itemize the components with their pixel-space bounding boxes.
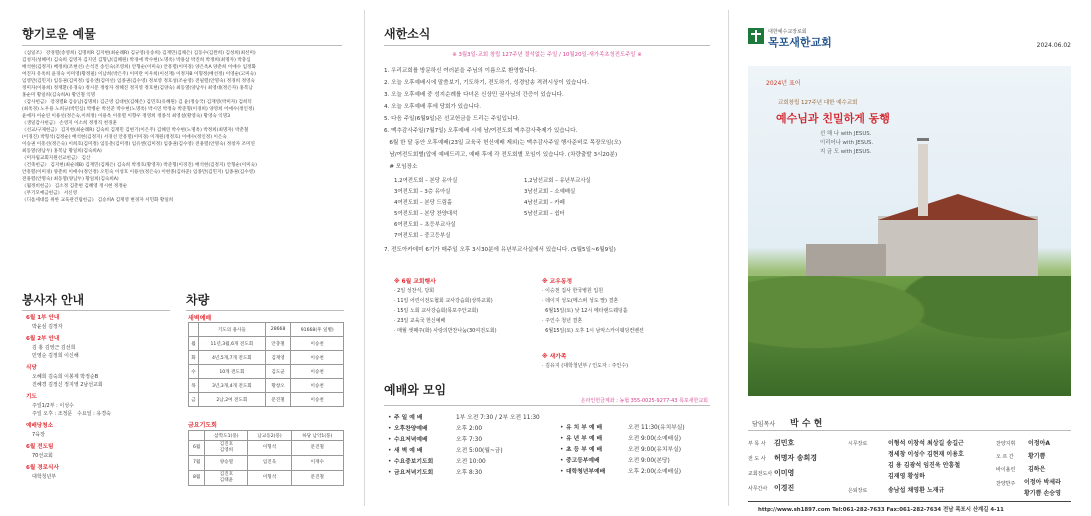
- dawn-row: [189, 379, 344, 393]
- church-photo: [748, 66, 1071, 396]
- fri-cell: 양승열: [205, 456, 248, 471]
- fri-title: 금요기도회: [188, 422, 217, 429]
- poster: [748, 70, 1071, 180]
- worship-row: [560, 467, 725, 478]
- bullet-icon: •: [560, 436, 564, 442]
- news-item: 4. 오늘 오후예배 후에 당회가 있습니다.: [384, 104, 482, 110]
- staff-row: [748, 453, 843, 468]
- fri-cell: 김진호 김태윤: [205, 471, 248, 486]
- church-news-item: · 2일 성찬식, 당회: [394, 288, 435, 294]
- volunteer-text: 7육장: [32, 432, 45, 438]
- worship-row: [560, 456, 725, 467]
- condolence-item: · 주인수 청년 결혼: [542, 318, 583, 324]
- trees: [748, 276, 1071, 396]
- worship-name: 주 일 예 배: [394, 415, 423, 421]
- news-item: 3. 오늘 오후예배 중 성지순례를 다녀온 신상민 권사님의 간증이 있습니다.: [384, 92, 564, 98]
- poster-lead: 교회창립 127주년 대한 예수교회: [778, 100, 858, 106]
- dawn-row: [189, 365, 344, 379]
- volunteer-item: [26, 464, 176, 481]
- praise-line: 배석현(김정지) 배정희(조현선) 손석진 송인숙(조영희) 안형순(이미숙) 안흥렬(이미경) 양은옥A 양춘희 이애수 임정화: [22, 65, 256, 70]
- staff-row: [748, 438, 843, 453]
- poster-line: 지 금 도 with JESUS.: [820, 149, 872, 155]
- poster-year: 2024년 표어: [766, 80, 801, 87]
- news-item: # 모임장소: [384, 164, 418, 170]
- dawn-cell: 김재영: [265, 351, 291, 365]
- bullet-icon: •: [560, 469, 564, 475]
- staff-role: 부 목 사: [748, 441, 766, 447]
- fri-cell: 7월: [189, 456, 205, 471]
- place-item: 5남선교회 – 쉼터: [524, 211, 565, 217]
- dawn-cell: 이승천: [291, 379, 344, 393]
- dawn-table: [188, 322, 344, 407]
- dawn-cell: 4년,5개,7개 전도회: [199, 351, 266, 365]
- fri-row: [189, 471, 344, 486]
- vehicle-title: 차량: [186, 293, 210, 307]
- place-item: 4남선교회 – 카페: [524, 200, 565, 206]
- dawn-cell: 목: [189, 379, 199, 393]
- volunteer-text: 70선교회: [32, 453, 53, 459]
- fri-cell: 임진욱: [248, 456, 291, 471]
- worship-time: 오전 10:00: [456, 459, 486, 465]
- bullet-icon: •: [388, 459, 392, 465]
- volunteer-label: 예배당청소: [26, 423, 54, 429]
- praise-line: 《건축헌금》 김지현(최순례B) 김재민(김채은) 김숙희 박정호(황영자) 박준형(이경진) 배석현(김정지) 안형순(이미숙): [22, 163, 257, 168]
- dawn-cell: 황창오: [265, 379, 291, 393]
- newfamily-text: · 김유지 (대학청년부 / 인도자 : 주인수): [542, 363, 629, 369]
- fri-cell: 김진호 김영희: [205, 441, 248, 456]
- praise-line: 전용렬(안명숙) 최동열(양남두) 황일희(김숙희A): [22, 177, 119, 182]
- worship-time: 오후 2:00(소예배실): [628, 469, 681, 475]
- praise-line: 《무기모예금헌금》 서신영: [22, 191, 78, 196]
- bullet-icon: •: [388, 426, 392, 432]
- praise-line: 홍순미 황일희(김숙희A) 황인철 익명: [22, 93, 96, 98]
- volunteer-text: 박윤심 김정자: [32, 324, 63, 330]
- dawn-header-cell: [189, 323, 199, 337]
- footer-contact: http://www.sh1897.com Tel:061-282-7633 Fax:061-282-7634 전남 목포시 산계길 4-11: [758, 507, 1004, 513]
- praise-line: 김성지(성혜미) 김숙희 김영자 김지연 김형남(김혜원) 박경애 박수현(노명옥) 박용삼 박진희 박정희(최명자) 박충심: [22, 58, 251, 63]
- dawn-header-row: [189, 323, 344, 337]
- organ-label: 오 르 간: [996, 454, 1014, 460]
- bullet-icon: •: [388, 415, 392, 421]
- divider: [748, 430, 1071, 431]
- bulletin-date: 2024.06.02: [1036, 42, 1071, 49]
- news-item: 6. 맥추감사주일(7월7일) 오후예배 시에 남/여전도회 맥추감사축제가 있습니다.: [384, 128, 578, 134]
- worship-row: [388, 457, 558, 468]
- dawn-row: [189, 337, 344, 351]
- praise-line: (최옥경) 노우용 노희규(박민심) 박병순 박선준 박수현(노명옥) 박시연 박정숙 박준형(이경희) 양영희 어애수(정인정): [22, 107, 255, 112]
- praise-line: 《선교/구제헌금》 김지현(최순례R) 김숙희 김재민 김현기(이은주) 김혜연 박수현(노명옥) 박정희(최명자) 박춘철: [22, 128, 249, 133]
- bullet-icon: •: [388, 437, 392, 443]
- organ-name: 황기쁨: [1028, 453, 1046, 460]
- praise-line: (이경진) 박형석(김정순) 배석현(김정지) 서경선 안흥렬(이미경) 이개원(정정호) 이애수(정인정) 이은숙: [22, 135, 227, 140]
- fri-table: [188, 430, 344, 486]
- dawn-cell: 이승천: [291, 365, 344, 379]
- fri-cell: 이형석: [248, 471, 291, 486]
- staff-role: 사무간사: [748, 486, 768, 492]
- worship-name: 유 년 부 예 배: [566, 436, 603, 442]
- fri-cell: 이재수: [291, 456, 343, 471]
- praise-line: 여진자 유옥희 윤경숙 이미영(황정필) 이남희(박은주) 이미란 이우희(이선재) 이정자B 이형정(배선정) 이영순(고미숙): [22, 72, 256, 77]
- volunteer-item: [26, 422, 176, 439]
- staff-name: 김민호: [774, 439, 795, 447]
- place-item: 4여전도회 – 본당 드림홀: [394, 200, 453, 206]
- condolence-item: · 데이지 성도(메스퍼 성도 딸) 결혼: [542, 298, 619, 304]
- dawn-cell: 김도균: [265, 365, 291, 379]
- staff-name: 허명자 송희경: [774, 454, 818, 462]
- news-item: 남/여전도회별(압에 예배드리고, 예배 후에 각 전도회별 모임이 있습니다. (차량출발 3시20분): [384, 152, 618, 158]
- cross-icon: [917, 138, 929, 141]
- band-label: 찬양반주: [996, 481, 1016, 487]
- place-item: 7여전도회 – 중고등부실: [394, 233, 451, 239]
- volunteer-item: [26, 393, 176, 418]
- condolence-title: ※ 교우동정: [542, 279, 573, 285]
- middle-column: [364, 0, 728, 516]
- news-item-7: 7. 전도아카데미 6기가 매주일 오후 3시30분에 유년부교사실에서 있습니다. (5월5일~6월9일): [384, 247, 616, 253]
- worship-row: [560, 445, 725, 456]
- fri-header-cell: 남교동2(풍): [248, 431, 291, 441]
- volunteer-label: 식당: [26, 365, 37, 371]
- fri-cell: 8월: [189, 471, 205, 486]
- worship-name: 새 벽 예 배: [394, 448, 423, 454]
- volunteer-label: 6월 전도팀: [26, 444, 54, 450]
- left-column: [0, 0, 364, 516]
- dawn-cell: 월: [189, 337, 199, 351]
- dawn-cell: 문진철: [265, 393, 291, 407]
- praise-line: 《미자립교회지원선교헌금》 김산: [22, 156, 91, 161]
- praise-line: 《디옴세대를 위한 교육관건립헌금》 김승희A 김재영 변경자 서민화 황일희: [22, 198, 174, 203]
- praise-line: 임영만(김민지) 임동권(김미정) 임유엔(김미선) 임종권(김수영) 정보영 정호성(조순영) 전필렬(안명숙) 정경희 정영숙: [22, 79, 255, 84]
- praise-line: 《월정비헌금》 김소정 김춘현 김혜영 정시현 정정순: [22, 184, 128, 189]
- church-tower: [918, 144, 928, 216]
- bullet-icon: •: [560, 458, 564, 464]
- volunteer-item: [26, 314, 176, 331]
- news-item: 2. 오늘 오후예배시에 말씀보기, 기도하기, 전도하기, 성경암송 격려시상이 있습니다.: [384, 80, 589, 86]
- staff-row: [748, 468, 843, 483]
- worship-name: 대학청년부예배: [566, 469, 606, 475]
- places-right: [524, 176, 674, 220]
- dawn-row: [189, 351, 344, 365]
- dawn-cell: 이승천: [291, 393, 344, 407]
- news-items: [384, 65, 714, 173]
- worship-time: 오후 7:30: [456, 437, 483, 443]
- place-item: 5여전도회 – 본당 찬양대석: [394, 211, 458, 217]
- volunteer-item: [26, 364, 176, 389]
- worship-row: [560, 423, 725, 434]
- news-title: 새한소식: [384, 27, 431, 41]
- divider: [384, 45, 710, 46]
- pastor-name: 박 수 현: [790, 419, 823, 429]
- elders-names: 이형석 이창석 최상길 송길근 정세창 이성수 김현재 이용호 김 용 김광석 임진욱 안흥철 김재영 황성하: [888, 440, 964, 480]
- dawn-cell: 수: [189, 365, 199, 379]
- praise-line: 《감사헌금》 강경렬B 김승남(김명희) 김근영 김대헌(김혜은) 김민호(유혜원) 김 윤(정승국) 김재영(박미자) 김희덕: [22, 100, 252, 105]
- praise-line: 《생일감사헌금》 손영지 이소희 정정직 천경훈: [22, 121, 117, 126]
- worship-row: [560, 434, 725, 445]
- bullet-icon: •: [388, 470, 392, 476]
- elders-label: 시무장로: [848, 441, 868, 447]
- staff-list: [748, 438, 843, 498]
- place-item: 3여전도회 – 3층 유아실: [394, 189, 451, 195]
- violin-name: 김하은: [1028, 466, 1046, 473]
- fri-row: [189, 441, 344, 456]
- church-news-item: · 11일 어린이전도협회 교사강습회(상하교회): [394, 298, 493, 304]
- church-news-title: ※ 6월 교회행사: [394, 279, 436, 285]
- praise-line: 안흥렬(이미경) 양춘희 이애수(정인정) 오민숙 이성호 이용선(정은숙) 이현종(김하준) 임종만(김민지) 임종권(김수영): [22, 170, 255, 175]
- church-subtitle: 대한예수교장로회: [768, 29, 807, 35]
- praise-title: 향기로운 예물: [22, 27, 96, 41]
- praise-line: 이승권 이흥선(정은숙) 이희호(김미정) 임동춘(김미정) 임유엔(김미정) 임종권(김수영) 전용렬(안명숙) 정창자 조미연: [22, 142, 255, 147]
- church-news-list: [394, 286, 544, 336]
- poster-lines: [820, 130, 873, 157]
- condolence-item: 6월15일(토) 오후 1시 남악스카이웨딩컨벤션: [542, 328, 644, 334]
- band-names: 이정아 박세라 황기쁨 손승영: [1024, 479, 1061, 497]
- worship-name: 초 등 부 예 배: [566, 447, 603, 453]
- place-item: 1,2남선교회 – 유년부교사실: [524, 178, 591, 184]
- worship-right: [560, 423, 725, 478]
- dawn-title: 새벽예배: [188, 315, 212, 322]
- volunteer-list: [26, 314, 176, 485]
- fri-header-cell: 삼학도1(풍): [205, 431, 248, 441]
- dawn-header-cell: 28668: [265, 323, 291, 337]
- worship-time: 오후 8:30: [456, 470, 483, 476]
- worship-name: 중고등부예배: [566, 458, 600, 464]
- staff-role: 교회전도사: [748, 471, 773, 477]
- places-left: [394, 176, 544, 242]
- dawn-cell: 3년,3개,4개 전도회: [199, 379, 266, 393]
- staff-name: 이경진: [774, 484, 795, 492]
- staff-role: 전 도 사: [748, 456, 766, 462]
- volunteer-title: 봉사자 안내: [22, 293, 85, 307]
- dawn-cell: 이승천: [291, 351, 344, 365]
- worship-time: 오전 5:00(월~금): [456, 448, 503, 454]
- conductor-label: 찬양지휘: [996, 441, 1016, 447]
- fri-cell: 문진철: [291, 471, 343, 486]
- praise-line: 윤애자 이순연 이용선(정은숙,이희정) 이용옥 이흥렬 이향우 정영희 정종석 최영설(황영숙) 황영숙 익명3: [22, 114, 231, 119]
- retired-names: 송남섭 채영환 노재규: [888, 487, 945, 494]
- volunteer-label: 6월 1부 안내: [26, 315, 60, 321]
- praise-line: 정미자(이용희) 정재환(유경숙) 정시문 정창자 정혜진 정지영 정호현(김양숙) 최동열(양남두) 최영대(정은자) 홍복남: [22, 86, 253, 91]
- worship-name: 수요저녁예배: [394, 437, 428, 443]
- volunteer-label: 6월 경로식사: [26, 465, 59, 471]
- dawn-cell: 안충철: [265, 337, 291, 351]
- worship-time: 1부 오전 7:30 / 2부 오전 11:30: [456, 415, 540, 421]
- news-item: 1. 우리교회를 방문하신 여러분을 주님의 이름으로 환영합니다.: [384, 68, 537, 74]
- church-news-item: · 매월 셋째주(화) 사랑의반찬나눔(30여전도회): [394, 328, 497, 334]
- volunteer-text: 오혜희 김숙희 이봉제 박정순B 진혜경 김정신 정지영 2남선교회: [32, 374, 103, 388]
- conductor-name: 이정아A: [1028, 440, 1051, 447]
- worship-row: [388, 468, 558, 479]
- dawn-cell: 2남,2여 전도회: [199, 393, 266, 407]
- volunteer-label: 6월 2부 안내: [26, 336, 60, 342]
- fri-row: [189, 456, 344, 471]
- poster-line: 이리어나 with JESUS.: [820, 140, 874, 146]
- worship-time: 오전 9:00(본당): [628, 458, 670, 464]
- poster-slogan: 예수님과 친밀하게 동행: [776, 112, 890, 125]
- volunteer-text: 김 홍 김영근 김선희 민영순 김정희 이신해: [32, 345, 79, 359]
- divider: [22, 310, 170, 311]
- worship-name: 유 치 부 예 배: [566, 425, 603, 431]
- retired-label: 은퇴장로: [848, 488, 868, 494]
- fri-header-cell: 하당 남악1(풍): [291, 431, 343, 441]
- worship-name: 오후찬양예배: [394, 426, 428, 432]
- church-logo: [748, 28, 764, 44]
- dawn-header-cell: 기도의 용사들: [199, 323, 266, 337]
- condolence-item: · 이승천 집사 한국병원 입원: [542, 288, 604, 294]
- worship-time: 오전 11:30(유치부실): [628, 425, 685, 431]
- dawn-row: [189, 393, 344, 407]
- praise-line: 최동열(양남두) 홍복남 황일희(김숙희A): [22, 149, 102, 154]
- news-banner: ※ 3월3일-교회 창립 127주년 결석없는 주일 / 10월20일-새가족초청전도주일 ※: [452, 52, 642, 58]
- worship-name: 수요중보기도회: [394, 459, 434, 465]
- fri-cell: 문진철: [291, 441, 343, 456]
- church-news-item: · 15일 노회 교사강습회(목포주안교회): [394, 308, 479, 314]
- bullet-icon: •: [388, 448, 392, 454]
- place-item: 3남선교회 – 소예배실: [524, 189, 576, 195]
- church-roof: [878, 194, 1038, 220]
- worship-time: 오전 9:00(유치부실): [628, 447, 681, 453]
- dawn-cell: 이승천: [291, 337, 344, 351]
- divider: [384, 405, 710, 406]
- news-item: 5. 다음 주일(6월9일)은 선교헌금을 드리는 주일입니다.: [384, 116, 520, 122]
- worship-left: [388, 413, 558, 479]
- poster-line: 선 해 나 with JESUS.: [820, 131, 872, 137]
- bullet-icon: •: [560, 425, 564, 431]
- dawn-header-cell: 91668(후 일별): [291, 323, 344, 337]
- newfamily-title: ※ 새가족: [542, 354, 567, 360]
- worship-row: [388, 435, 558, 446]
- news-item: 6월 한 달 동안 오후예배(23일 교육국 헌신예배 제외)는 맥추감사주일 행사준비로 목장모임(오): [384, 140, 622, 146]
- condolence-list: [542, 286, 712, 336]
- worship-row: [388, 413, 558, 424]
- pastor-label: 담임목사: [752, 421, 776, 428]
- volunteer-item: [26, 443, 176, 460]
- divider: [22, 45, 342, 46]
- worship-time: 오전 9:00(소예배실): [628, 436, 681, 442]
- worship-row: [388, 424, 558, 435]
- volunteer-label: 기도: [26, 394, 37, 400]
- right-column: [728, 0, 1091, 516]
- worship-title: 예배와 모임: [384, 383, 447, 397]
- praise-list: [22, 50, 344, 275]
- dawn-cell: 11년,3월,6개 전도회: [199, 337, 266, 351]
- divider: [748, 501, 1071, 502]
- fri-cell: 이형석: [248, 441, 291, 456]
- account-info: 온라인헌금계좌 : 농협 355-0025-9277-43 목포새한교회: [580, 398, 708, 404]
- fri-header-row: [189, 431, 344, 441]
- dawn-cell: 10개 전도회: [199, 365, 266, 379]
- praise-line: 《십일조》 강경렬(송영희) 김명희R 김지현(최순례R) 김규영(유송희) 김재민(김채은) 김동수(김완희) 김성희(최선미): [22, 51, 256, 56]
- divider: [186, 310, 344, 311]
- volunteer-item: [26, 335, 176, 360]
- fri-cell: 6월: [189, 441, 205, 456]
- volunteer-text: 주일1/2부 : 이성수 주일 오후 : 조정문 수요일 : 유경숙: [32, 403, 111, 417]
- volunteer-text: 대학청년부: [32, 474, 57, 480]
- fri-header-cell: [189, 431, 205, 441]
- dawn-cell: 화: [189, 351, 199, 365]
- staff-name: 이미영: [774, 469, 795, 477]
- place-item: 1,2여전도회 – 본당 유아실: [394, 178, 458, 184]
- place-item: 6여전도회 – 초등부교사실: [394, 222, 456, 228]
- worship-name: 금요저녁기도회: [394, 470, 434, 476]
- worship-time: 오후 2:00: [456, 426, 483, 432]
- worship-row: [388, 446, 558, 457]
- dawn-cell: 금: [189, 393, 199, 407]
- condolence-item: 6월15일(토) 낮 12시 메타랜드웨딩홀: [542, 308, 628, 314]
- staff-row: [748, 483, 843, 498]
- church-name: 목포새한교회: [768, 36, 832, 49]
- church-news-item: · 23일 교육국 헌신예배: [394, 318, 446, 324]
- violin-label: 바이올린: [996, 467, 1016, 473]
- bullet-icon: •: [560, 447, 564, 453]
